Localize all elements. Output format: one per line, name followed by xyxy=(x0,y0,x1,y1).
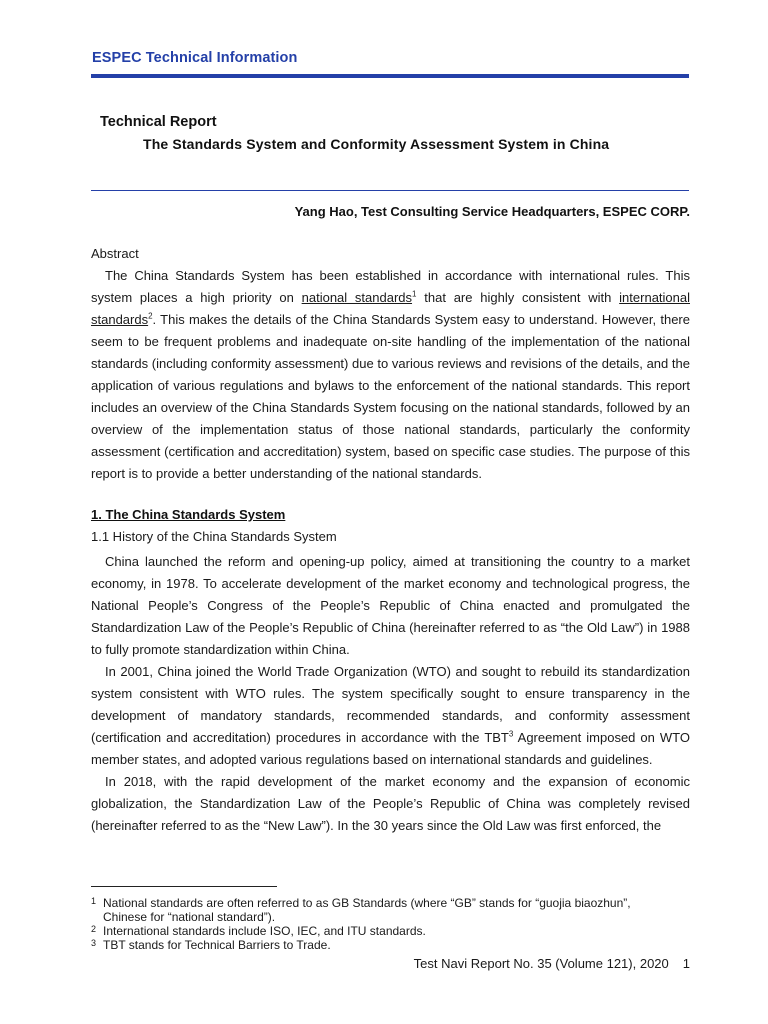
national-standards-term: national standards xyxy=(301,290,413,305)
footnote-text: TBT stands for Technical Barriers to Trade. xyxy=(103,938,331,952)
footnote-mark: 3 xyxy=(91,938,97,948)
report-title: The Standards System and Conformity Assessment System in China xyxy=(143,136,610,152)
abstract-section xyxy=(91,243,690,485)
international-standards-term: international standards xyxy=(91,290,690,327)
report-label: Technical Report xyxy=(100,114,217,130)
brand-header: ESPEC Technical Information xyxy=(92,50,298,66)
section-body xyxy=(91,551,690,837)
page-number: 1 xyxy=(682,956,690,971)
abstract-text-b: that are highly consistent with xyxy=(416,290,620,305)
footnote-ref-2: 2 xyxy=(148,311,153,321)
abstract-heading: Abstract xyxy=(91,246,139,261)
header-rule xyxy=(91,74,689,78)
paragraph-3: In 2018, with the rapid development of the market economy and the expansion of economic globalization, the Standardization Law of the People’s Republic of China was completely revised (hereinafter referred to as the “New Law”). In the 30 years since the Old Law was first enforced, the xyxy=(91,774,690,833)
footnote-rule xyxy=(91,886,277,887)
footnote-ref-3: 3 xyxy=(508,729,514,739)
footnote-2 xyxy=(91,924,631,938)
paragraph-2-text-b: Agreement imposed on WTO member states, and adopted various regulations based on international standards and guidelines. xyxy=(91,730,691,767)
paragraph-1: China launched the reform and opening-up policy, aimed at transitioning the country to a market economy, in 1978. To accelerate development of the market economy and technological progress, the National People’s Congress of the People’s Republic of China enacted and promulgated the Standardization Law of the People’s Republic of China (hereinafter referred to as “the Old Law”) in 1988 to fully promote standardization within China. xyxy=(91,554,690,657)
author-line: Yang Hao, Test Consulting Service Headquarters, ESPEC CORP. xyxy=(294,204,690,219)
footnote-3 xyxy=(91,938,631,952)
subsection-heading: 1.1 History of the China Standards System xyxy=(91,529,337,544)
abstract-text-a: The China Standards System has been established in accordance with international rules. This system places a high priority on xyxy=(91,268,690,305)
footnote-text: National standards are often referred to as GB Standards (where “GB” stands for “guojia biaozhun”, Chinese for “national standard”). xyxy=(103,896,631,924)
publication-info: Test Navi Report No. 35 (Volume 121), 2020 xyxy=(413,956,669,971)
abstract-text-c: . This makes the details of the China Standards System easy to understand. However, there seem to be frequent problems and inadequate on-site handling of the implementation of the national standards (including conformity assessment) due to various reviews and revisions of the details, and the application of various regulations and bylaws to the enforcement of the national standards. This report includes an overview of the China Standards System focusing on the national standards, followed by an overview of the implementation status of those national standards, particularly the conformity assessment (certification and accreditation) system, based on specific case studies. The purpose of this report is to provide a better understanding of the national standards. xyxy=(91,312,690,481)
footnote-mark: 2 xyxy=(91,924,97,934)
footnote-mark: 1 xyxy=(91,896,97,906)
abstract-paragraph xyxy=(91,265,690,485)
footnote-1 xyxy=(91,896,631,924)
footnote-ref-1: 1 xyxy=(412,289,417,299)
footnote-text: International standards include ISO, IEC, and ITU standards. xyxy=(103,924,426,938)
page-footer xyxy=(414,956,690,971)
title-rule xyxy=(91,190,689,191)
footnotes xyxy=(91,896,631,952)
paragraph-2-text-a: In 2001, China joined the World Trade Organization (WTO) and sought to rebuild its standardization system consistent with WTO rules. The system specifically sought to ensure transparency in the development of mandatory standards, recommended standards, and conformity assessment (certification and accreditation) procedures in accordance with the TBT xyxy=(91,664,690,745)
section-heading: 1. The China Standards System xyxy=(91,507,286,522)
paragraph-2 xyxy=(91,661,690,771)
